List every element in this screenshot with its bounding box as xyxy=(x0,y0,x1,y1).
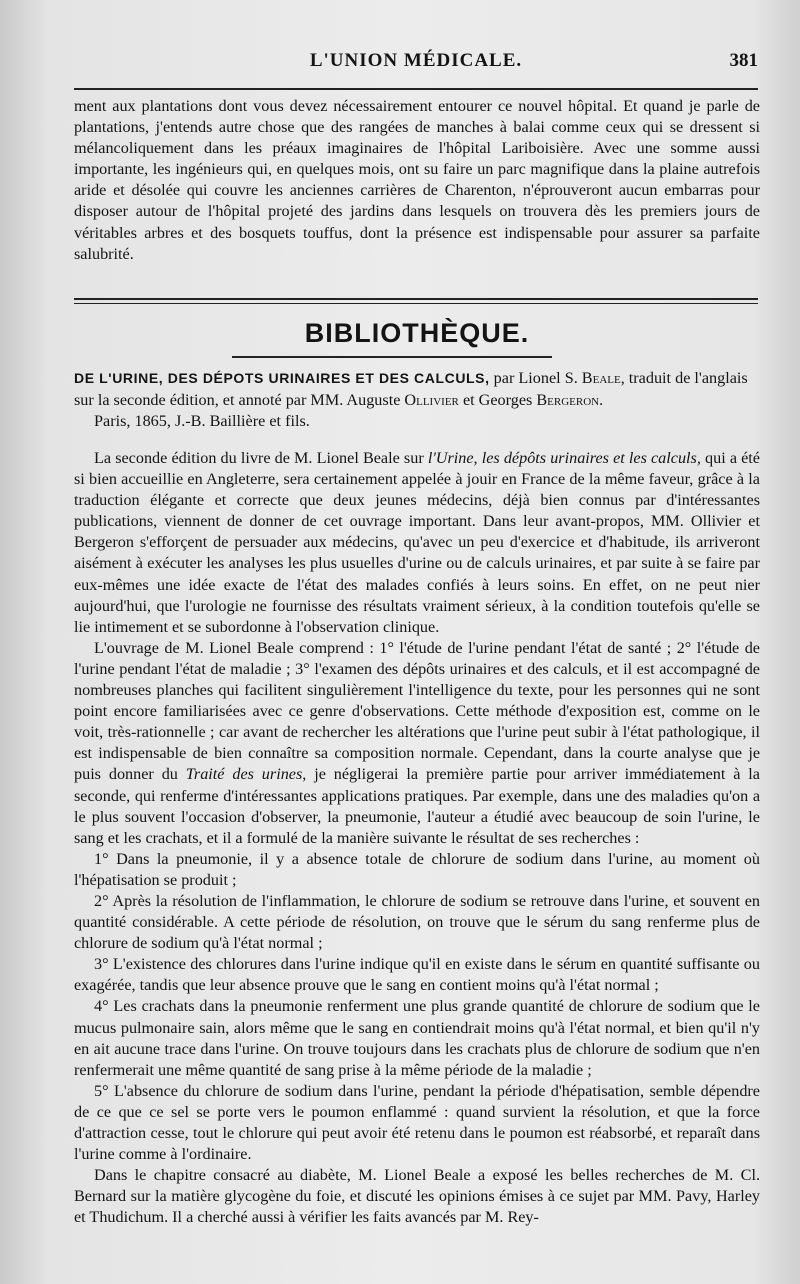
finding-1: 1° Dans la pneumonie, il y a absence totale de chlorure de sodium dans l'urine, au moment où l'hépatisation se produit ; xyxy=(74,849,760,889)
book-title: DE L'URINE, DES DÉPOTS URINAIRES ET DES CALCULS, xyxy=(74,370,490,386)
paragraph-2-rest: , je négligerai la première partie pour arriver immédiatement à la seconde, qui renferme d'intéressantes applications pratiques. Par exemple, dans une des maladies qu'on a le plus souvent l'occasion d'observer, la pneumonie, l'auteur a étudié avec beaucoup de soin l'urine, le sang et les crachats, et il a formulé de la manière suivante le résultat de ses recherches : xyxy=(74,765,760,847)
citation-text-2: et Georges xyxy=(458,390,537,409)
section-divider-thick xyxy=(74,298,758,300)
citation-text-1: , traduit de l'anglais sur la seconde édition, et annoté par MM. Auguste xyxy=(74,369,748,409)
section-divider-thin xyxy=(74,303,758,304)
page-number: 381 xyxy=(729,50,758,71)
traite-title: Traité des urines xyxy=(185,765,303,784)
book-citation xyxy=(74,368,760,433)
paragraph-1-rest: qui a été si bien accueillie en Angleterre, sera certainement appelée à jouir en France de la même faveur, grâce à la traduction élégante et correcte que deux jeunes médecins, déjà bien connus par d'intéressantes publications, viennent de donner de cet ouvrage important. Dans leur avant-propos, MM. Ollivier et Bergeron s'efforçent de persuader aux médecins, qu'avec un peu d'exercice et d'habitude, ils arriveront aisément à exécuter les analyses les plus usuelles d'urine ou de calculs urinaires, et par suite à se faire par eux-mêmes une idée exacte de l'état des malades confiés à leurs soins. En effet, on ne peut nier aujourd'hui, que l'urologie ne fournisse des résultats vraiment sérieux, à la condition toutefois qu'elle se lie intimement et se subordonne à l'observation clinique. xyxy=(74,449,760,636)
paragraph-2 xyxy=(74,638,760,849)
section-title: BIBLIOTHÈQUE. xyxy=(304,318,530,348)
finding-4: 4° Les crachats dans la pneumonie renferment une plus grande quantité de chlorure de sodium que le mucus pulmonaire sain, alors même que le sang en contiendrait moins qu'à l'état normal, et bien qu'il n'y en ait aucune trace dans l'urine. On trouve toujours dans les crachats plus de chlorure de sodium que n'en renfermerait une même quantité de sang prise à la même période de la maladie ; xyxy=(74,997,760,1079)
citation-text-3: . xyxy=(599,390,604,409)
finding-2: 2° Après la résolution de l'inflammation, le chlorure de sodium se retrouve dans l'urine, et souvent en quantité considérable. A cette période de résolution, on trouve que le sérum du sang renferme plus de chlorure de sodium qu'à l'état normal ; xyxy=(74,891,760,953)
paragraph-1 xyxy=(74,448,760,638)
book-author: Beale xyxy=(581,369,621,387)
top-paragraph: ment aux plantations dont vous devez nécessairement entourer ce nouvel hôpital. Et quand je parle de plantations, j'entends autre chose que des rangées de manches à balai comme ceux qui se dressent si mélancoliquement dans les préaux imaginaires de l'hôpital Lariboisière. Avec une somme aussi importante, les ingénieurs qui, en quelques mois, ont su faire un parc magnifique dans la plaine autrefois aride et désolée qui couvre les anciennes carrières de Charenton, n'éprouveront aucun embarras pour disposer autour de l'hôpital projeté des jardins dans lesquels on trouvera dès les premiers jours de véritables arbres et des bosquets touffus, dont la présence est indispensable pour assurer sa parfaite salubrité. xyxy=(74,97,760,263)
reviewed-book-title: l'Urine, les dépôts urinaires et les calculs, xyxy=(427,449,701,467)
translator-2: Bergeron xyxy=(536,390,600,409)
page-header xyxy=(74,50,758,80)
running-title: L'UNION MÉDICALE. xyxy=(309,50,523,71)
paragraph-2-start: L'ouvrage de M. Lionel Beale comprend : 1° l'étude de l'urine pendant l'état de santé ; 2° l'étude de l'urine pendant l'état de maladie ; 3° l'examen des dépôts urinaires et des calculs, et il est accompagné de nombreuses planches qui facilitent singulièrement l'intelligence du texte, pour les personnes qui ne sont point encore familiarisées avec ce genre d'observations. Cette méthode d'exposition est, comme on le voit, très-rationnelle ; car avant de rechercher les altérations que l'urine peut subir à l'état pathologique, il est indispensable de bien connaître sa composition normale. Cependant, dans la courte analyse que je puis donner du xyxy=(74,638,760,784)
paragraph-diabete: Dans le chapitre consacré au diabète, M. Lionel Beale a exposé les belles recherches de M. Cl. Bernard sur la matière glycogène du foie, et discuté les opinions émises à ce sujet par MM. Pavy, Harley et Thudichum. Il a cherché aussi à vérifier les faits avancés par M. Rey- xyxy=(74,1166,760,1227)
header-rule xyxy=(74,88,758,90)
publisher-line: Paris, 1865, J.-B. Baillière et fils. xyxy=(94,412,310,430)
paragraph-1-start: La seconde édition du livre de M. Lionel Beale sur xyxy=(94,449,428,467)
translator-1: Ollivier xyxy=(404,390,459,409)
top-paragraph-block xyxy=(74,96,760,265)
review-body xyxy=(74,448,760,1228)
citation-par: par Lionel S. xyxy=(489,369,582,387)
finding-3: 3° L'existence des chlorures dans l'urine indique qu'il en existe dans le sérum en quantité suffisante ou exagérée, tandis que leur absence prouve que le sang en contient moins qu'à l'état normal ; xyxy=(74,955,760,995)
finding-5: 5° L'absence du chlorure de sodium dans l'urine, pendant la période d'hépatisation, semble dépendre de ce que ce sel se porte vers le poumon enflammé : quand survient la résolution, et que la force d'attraction cesse, tout le chlorure qui peut avoir été retenu dans le poumon est réabsorbé, et reparaît dans l'urine comme à l'ordinaire. xyxy=(74,1081,760,1164)
section-title-underline xyxy=(232,356,552,358)
